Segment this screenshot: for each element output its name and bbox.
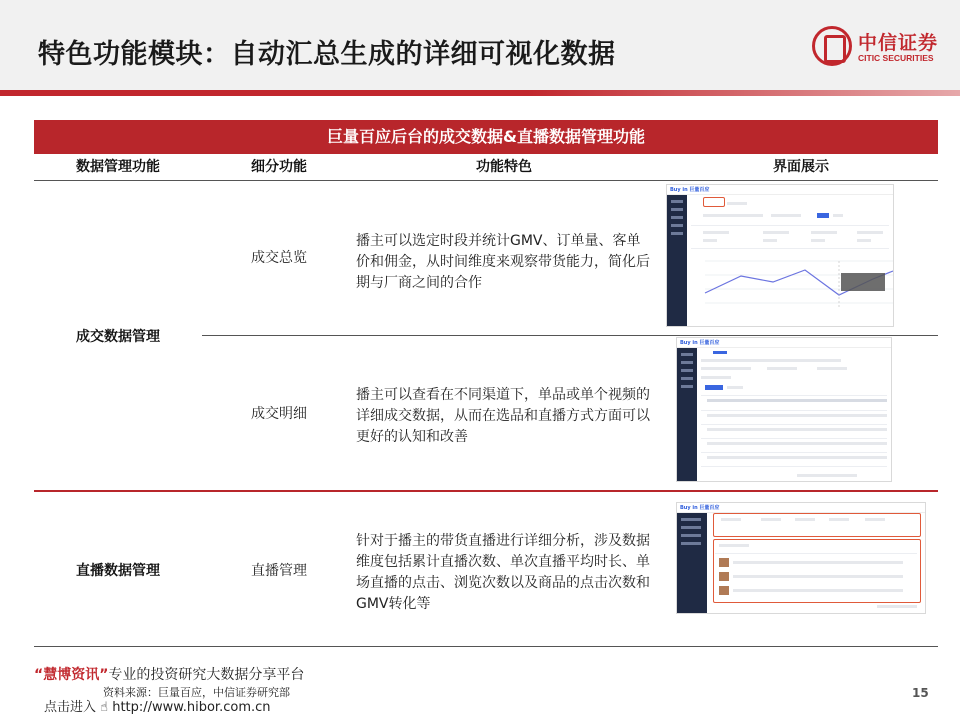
screenshot-trade-overview — [666, 184, 894, 327]
screen-brand: Buy in 巨量百应 — [680, 505, 720, 511]
trend-line-chart — [697, 253, 893, 317]
divider — [34, 180, 938, 181]
citic-logo-icon — [812, 26, 852, 66]
active-tab-highlight — [703, 197, 725, 207]
screen-brand: Buy in 巨量百应 — [680, 340, 720, 346]
table-banner: 巨量百应后台的成交数据&直播数据管理功能 — [34, 120, 938, 154]
function-live-data: 直播数据管理 — [76, 563, 160, 579]
live-list-highlight — [713, 539, 921, 603]
desc-live-management: 针对于播主的带货直播进行详细分析，涉及数据维度包括累计直播次数、单次直播平均时长、单场直播的点击、浏览次数以及商品的点击次数和GMV转化等 — [356, 533, 650, 612]
desc-trade-detail: 播主可以查看在不同渠道下，单品或单个视频的详细成交数据，从而在选品和直播方式方面可以更好的认知和改善 — [356, 387, 650, 445]
footer-link-url[interactable]: http://www.hibor.com.cn — [112, 700, 271, 715]
hand-cursor-icon: ☝ — [100, 700, 109, 715]
screenshot-live-management — [676, 502, 926, 614]
footer-brand — [34, 664, 304, 684]
footer-brand-name: “慧博资讯” — [34, 667, 109, 683]
logo-cn: 中信证券 — [858, 32, 939, 54]
footer-source: 资料来源：巨量百应，中信证券研究部 — [103, 686, 290, 699]
sub-trade-overview: 成交总览 — [251, 250, 307, 266]
desc-trade-overview: 播主可以选定时段并统计GMV、订单量、客单价和佣金，从时间维度来观察带货能力，简化后期与厂商之间的合作 — [356, 233, 650, 291]
live-summary-highlight — [713, 513, 921, 537]
sub-live-management: 直播管理 — [251, 563, 307, 579]
citic-logo — [812, 26, 950, 70]
footer-link[interactable] — [44, 696, 271, 715]
col-header-function: 数据管理功能 — [76, 159, 160, 175]
divider — [34, 646, 938, 647]
page-number: 15 — [912, 686, 929, 700]
screenshot-trade-detail — [676, 337, 892, 482]
red-divider — [0, 90, 960, 96]
function-trade-data: 成交数据管理 — [76, 329, 160, 345]
logo-en: CITIC SECURITIES — [858, 53, 934, 63]
sub-trade-detail: 成交明细 — [251, 406, 307, 422]
col-header-feature: 功能特色 — [476, 159, 532, 175]
screen-brand: Buy in 巨量百应 — [670, 187, 710, 193]
col-header-sub: 细分功能 — [251, 159, 307, 175]
col-header-screen: 界面展示 — [773, 159, 829, 175]
footer-link-prefix: 点击进入 — [44, 700, 97, 715]
footer-brand-desc: 专业的投资研究大数据分享平台 — [108, 667, 305, 683]
divider — [202, 335, 938, 336]
divider — [34, 490, 938, 492]
page-title: 特色功能模块：自动汇总生成的详细可视化数据 — [38, 39, 616, 70]
